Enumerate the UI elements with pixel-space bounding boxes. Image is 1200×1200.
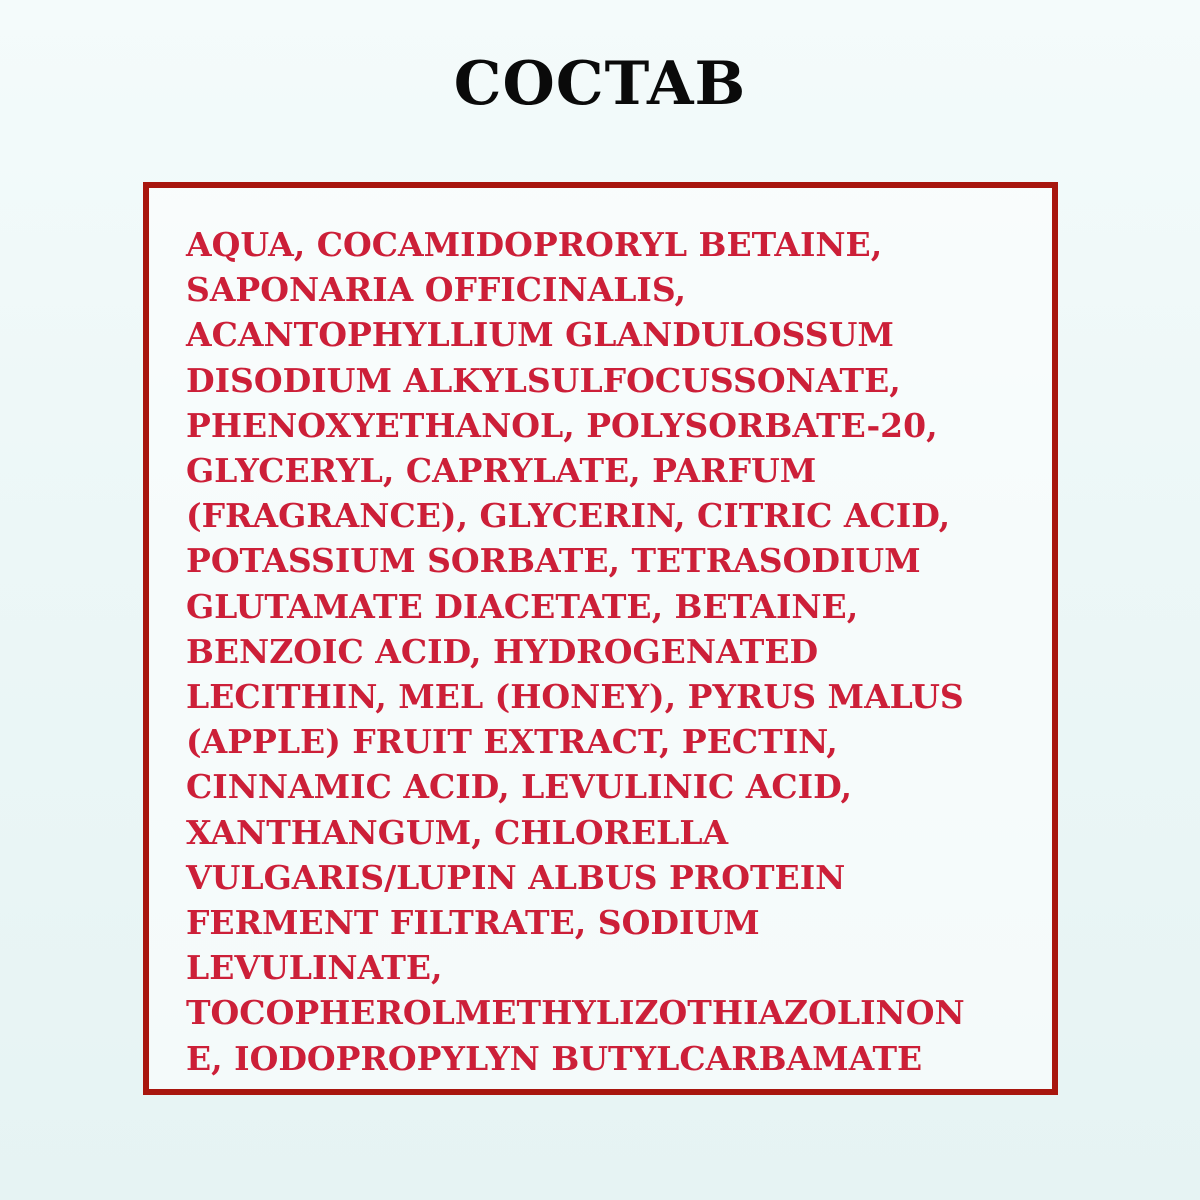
ingredients-line: BENZOIC ACID, HYDROGENATED <box>186 631 819 671</box>
ingredients-line: FERMENT FILTRATE, SODIUM <box>186 903 760 943</box>
ingredients-line: PHENOXYETHANOL, POLYSORBATE-20, <box>186 405 938 445</box>
ingredients-line: LECITHIN, MEL (HONEY), PYRUS MALUS <box>186 677 964 717</box>
ingredients-line: ACANTOPHYLLIUM GLANDULOSSUM <box>186 315 894 355</box>
ingredients-line: CINNAMIC ACID, LEVULINIC ACID, <box>186 767 853 807</box>
ingredients-line: AQUA, COCAMIDOPRORYL BETAINE, <box>186 225 883 264</box>
ingredients-list <box>186 222 1016 1081</box>
ingredients-line: VULGARIS/LUPIN ALBUS PROTEIN <box>186 857 846 897</box>
ingredients-line: (APPLE) FRUIT EXTRACT, PECTIN, <box>186 722 838 762</box>
ingredients-line: SAPONARIA OFFICINALIS, <box>186 270 687 310</box>
ingredients-line: GLUTAMATE DIACETATE, BETAINE, <box>186 586 859 626</box>
ingredients-line: DISODIUM ALKYLSULFOCUSSONATE, <box>186 360 901 400</box>
ingredients-line: XANTHANGUM, CHLORELLA <box>186 812 729 852</box>
ingredients-line: GLYCERYL, CAPRYLATE, PARFUM <box>186 451 817 491</box>
ingredients-line: (FRAGRANCE), GLYCERIN, CITRIC ACID, <box>186 496 951 536</box>
ingredients-line: TOCOPHEROLMETHYLIZOTHIAZOLINON <box>186 993 965 1033</box>
ingredients-line: POTASSIUM SORBATE, TETRASODIUM <box>186 541 921 581</box>
ingredients-line: E, IODOPROPYLYN BUTYLCARBAMATE <box>186 1038 923 1078</box>
page-title: COCTAB <box>453 49 747 119</box>
ingredients-line: LEVULINATE, <box>186 948 443 988</box>
